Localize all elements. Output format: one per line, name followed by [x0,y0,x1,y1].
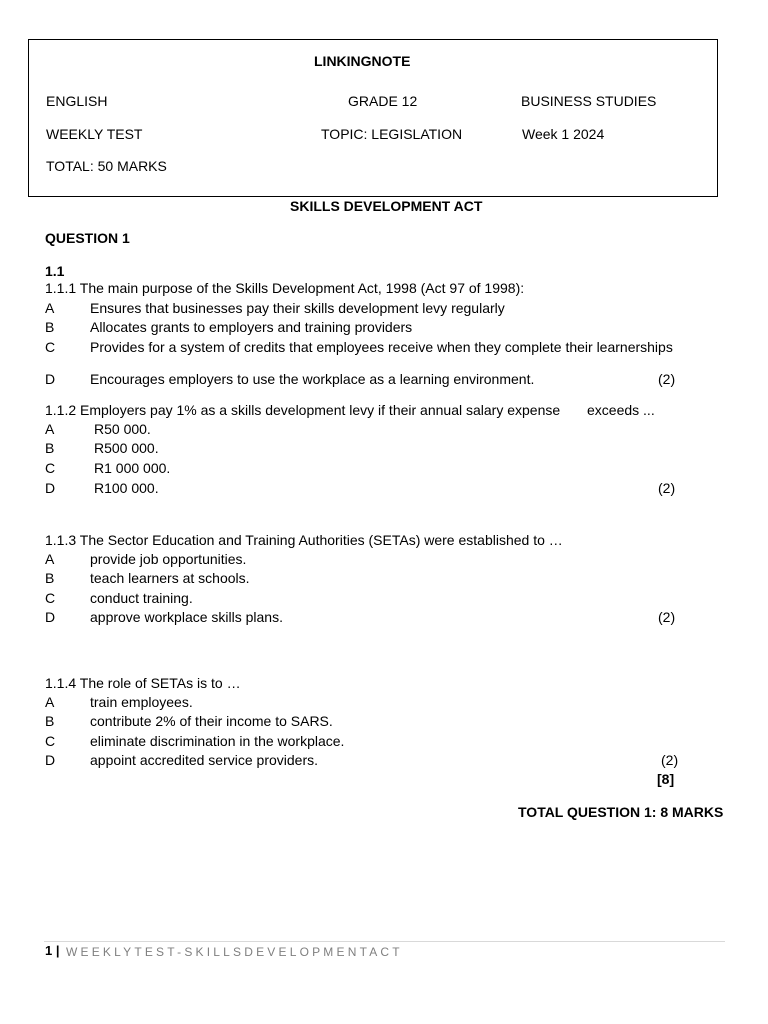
option-letter: D [45,752,56,768]
footer-title: WEEKLYTEST-SKILLSDEVELOPMENTACT [66,945,403,959]
question-stem: 1.1.3 The Sector Education and Training Authorities (SETAs) were established to … [45,532,563,548]
question-marks: (2) [658,609,676,625]
question-marks: (2) [658,480,676,496]
option-text: appoint accredited service providers. [90,752,319,768]
option-text: train employees. [90,694,193,710]
question-marks: (2) [661,752,679,768]
option-letter: A [45,694,55,710]
option-letter: B [45,713,55,729]
question-stem: 1.1.1 The main purpose of the Skills Development Act, 1998 (Act 97 of 1998): [45,280,525,296]
option-letter: A [45,421,55,437]
option-text: teach learners at schools. [90,570,250,586]
footer-divider [44,941,725,942]
week-label: Week 1 2024 [522,126,605,142]
language-label: ENGLISH [46,93,108,109]
total-question-marks: TOTAL QUESTION 1: 8 MARKS [518,804,724,820]
option-text: conduct training. [90,590,193,606]
option-letter: A [45,300,55,316]
option-text: provide job opportunities. [90,551,247,567]
option-text: R500 000. [94,440,159,456]
option-text: Encourages employers to use the workplace as a learning environment. [90,371,535,387]
document-title: SKILLS DEVELOPMENT ACT [290,198,483,214]
subtotal-marks: [8] [657,771,675,787]
option-text: Ensures that businesses pay their skills development levy regularly [90,300,505,316]
option-letter: D [45,480,56,496]
option-text: approve workplace skills plans. [90,609,283,625]
question-marks: (2) [658,371,676,387]
question-stem: 1.1.4 The role of SETAs is to … [45,675,241,691]
test-type-label: WEEKLY TEST [46,126,143,142]
grade-label: GRADE 12 [348,93,418,109]
question-heading: QUESTION 1 [45,230,130,246]
total-marks-label: TOTAL: 50 MARKS [46,158,167,174]
org-name: LINKINGNOTE [314,53,411,69]
subject-label: BUSINESS STUDIES [521,93,657,109]
option-letter: B [45,440,55,456]
option-letter: C [45,733,56,749]
option-text: Provides for a system of credits that employees receive when they complete their learnerships [90,339,673,355]
option-text: R100 000. [94,480,159,496]
option-letter: C [45,460,56,476]
question-stem: 1.1.2 Employers pay 1% as a skills development levy if their annual salary expense [45,402,561,418]
option-text: contribute 2% of their income to SARS. [90,713,333,729]
option-letter: B [45,319,55,335]
topic-label: TOPIC: LEGISLATION [321,126,463,142]
option-text: eliminate discrimination in the workplace. [90,733,345,749]
option-text: Allocates grants to employers and training providers [90,319,413,335]
question-stem-tail: exceeds ... [587,402,655,418]
option-text: R50 000. [94,421,151,437]
option-letter: C [45,339,56,355]
footer-page-number: 1 | [45,943,60,958]
option-letter: B [45,570,55,586]
option-letter: D [45,371,56,387]
option-letter: D [45,609,56,625]
option-text: R1 000 000. [94,460,171,476]
section-number: 1.1 [45,263,65,279]
option-letter: C [45,590,56,606]
option-letter: A [45,551,55,567]
